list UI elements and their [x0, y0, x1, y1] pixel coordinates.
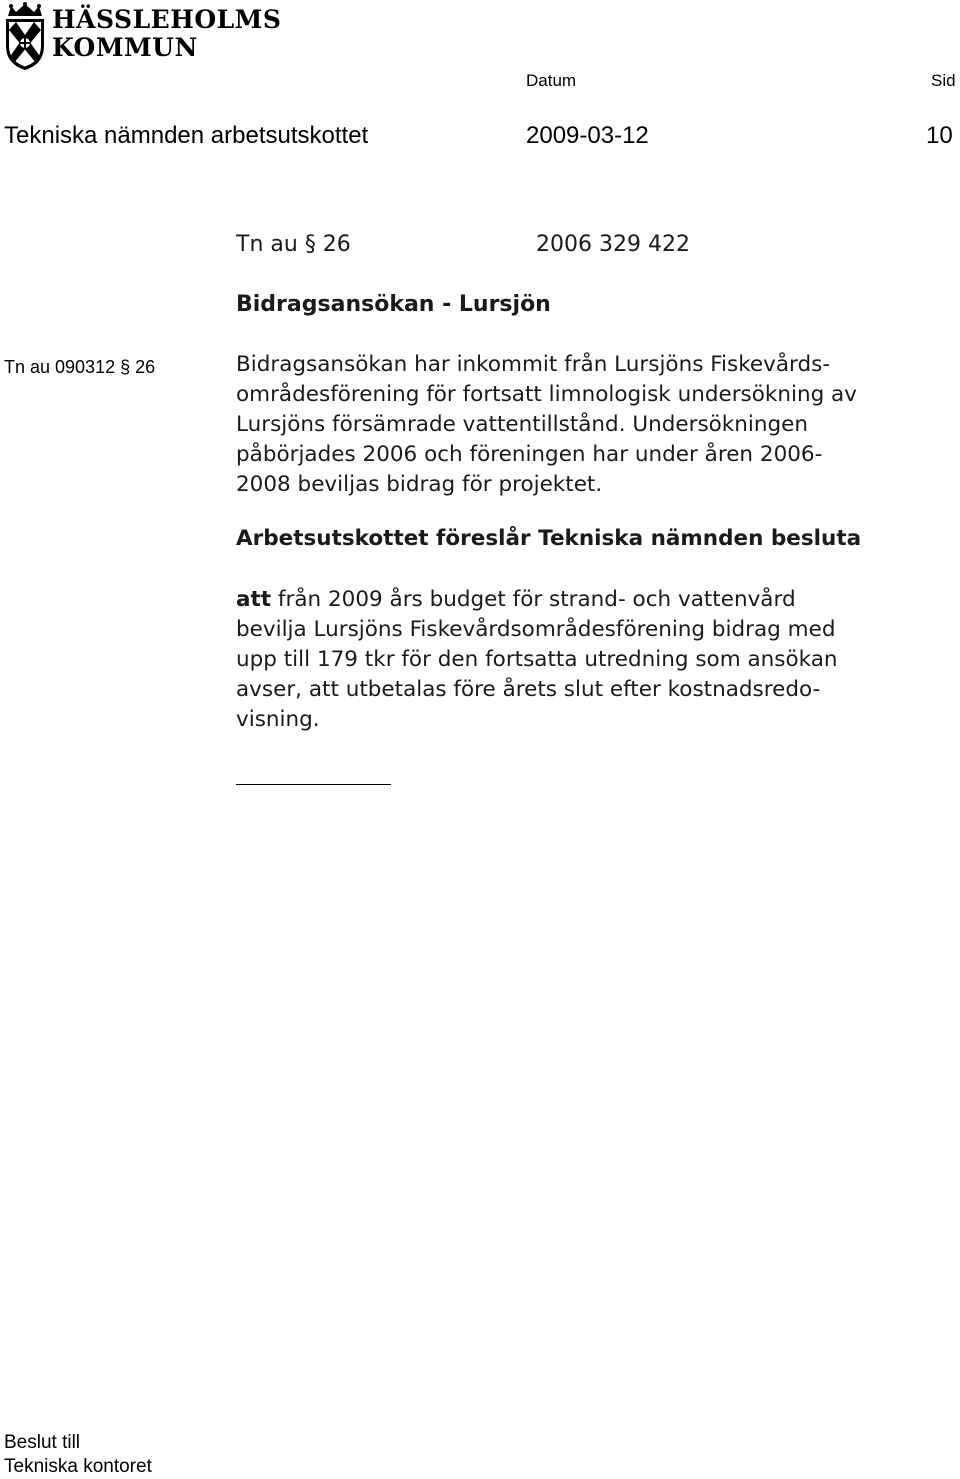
distribution-recipient: Tekniska kontoret — [4, 1456, 152, 1477]
logo-line-1: HÄSSLEHOLMS — [52, 5, 282, 34]
committee-name: Tekniska nämnden arbetsutskottet — [4, 122, 369, 149]
logo-line-2: KOMMUN — [52, 33, 198, 62]
text-line: visning. — [236, 707, 320, 732]
divider — [236, 784, 391, 785]
text-line — [236, 585, 951, 615]
logo-wordmark — [52, 6, 281, 62]
page-number: 10 — [926, 122, 953, 149]
case-ref — [236, 230, 351, 260]
page-title: Bidragsansökan - Lursjön — [236, 292, 551, 317]
case-number: 2006 329 422 — [536, 232, 690, 257]
decision-line-first: från 2009 års budget för strand- och vattenvård — [277, 587, 796, 612]
case-ref-section: § 26 — [304, 232, 351, 257]
text-line: bevilja Lursjöns Fiskevårdsområdesförening bidrag med — [236, 617, 836, 642]
distribution-label: Beslut till — [4, 1432, 81, 1453]
sid-label: Sid — [931, 71, 956, 90]
text-line: påbörjades 2006 och föreningen har under åren 2006- — [236, 442, 823, 467]
distribution — [4, 1431, 152, 1479]
text-line: Bidragsansökan har inkommit från Lursjöns Fiskevårds- — [236, 352, 831, 377]
decision-text — [236, 585, 951, 735]
coat-of-arms-icon — [2, 2, 48, 72]
meeting-date: 2009-03-12 — [526, 122, 649, 149]
paragraph-background — [236, 350, 951, 500]
proposal-heading: Arbetsutskottet föreslår Tekniska nämnden besluta — [236, 526, 862, 551]
case-ref-left: Tn au — [236, 232, 298, 257]
text-line: Lursjöns försämrade vattentillstånd. Undersökningen — [236, 412, 808, 437]
text-line: avser, att utbetalas före årets slut efter kostnadsredo- — [236, 677, 821, 702]
municipality-logo — [0, 0, 282, 74]
datum-label: Datum — [526, 71, 577, 90]
att-keyword: att — [236, 587, 272, 612]
margin-reference: Tn au 090312 § 26 — [4, 357, 156, 377]
text-line: upp till 179 tkr för den fortsatta utredning som ansökan — [236, 647, 838, 672]
text-line: områdesförening för fortsatt limnologisk undersökning av — [236, 382, 857, 407]
text-line: 2008 beviljas bidrag för projektet. — [236, 472, 603, 497]
